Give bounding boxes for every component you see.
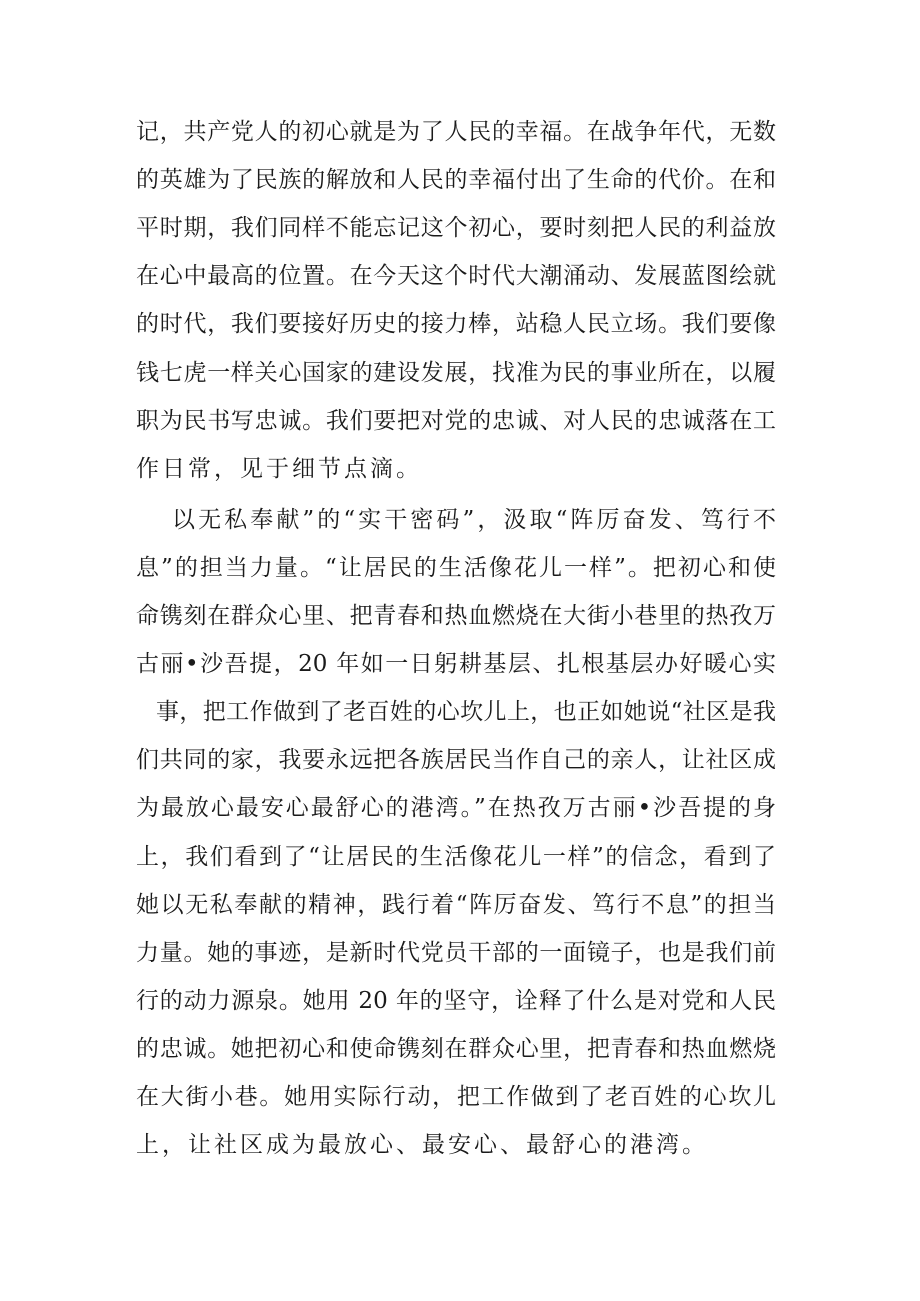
- text-line: 她以无私奉献的精神，践行着“阵厉奋发、笃行不息”的担当: [136, 892, 776, 918]
- text-line: 力量。她的事迹，是新时代党员干部的一面镜子，也是我们前: [136, 940, 776, 966]
- text-line: 为最放心最安心最舒心的港湾。”在热孜万古丽•沙吾提的身: [136, 795, 776, 821]
- text-line: 上，让社区成为最放心、最安心、最舒心的港湾。: [136, 1132, 708, 1158]
- text-line: 息”的担当力量。“让居民的生活像花儿一样”。把初心和使: [136, 555, 776, 581]
- text-line: 的忠诚。她把初心和使命镌刻在群众心里，把青春和热血燃烧: [136, 1036, 776, 1062]
- text-line: 的时代，我们要接好历史的接力棒，站稳人民立场。我们要像: [136, 311, 776, 337]
- paragraph-first-line: 以无私奉献”的“实干密码”，汲取“阵厉奋发、笃行不: [172, 507, 776, 533]
- text-line: 上，我们看到了“让居民的生活像花儿一样”的信念，看到了: [136, 844, 776, 870]
- text-line: 命镌刻在群众心里、把青春和热血燃烧在大街小巷里的热孜万: [136, 603, 776, 629]
- text-line: 作日常，见于细节点滴。: [136, 456, 422, 482]
- text-line: 们共同的家，我要永远把各族居民当作自己的亲人，让社区成: [136, 747, 776, 773]
- text-line: 古丽•沙吾提，20 年如一日躬耕基层、扎根基层办好暖心实: [136, 651, 776, 677]
- text-line: 在大街小巷。她用实际行动，把工作做到了老百姓的心坎儿: [136, 1084, 776, 1110]
- text-line: 职为民书写忠诚。我们要把对党的忠诚、对人民的忠诚落在工: [136, 408, 776, 434]
- text-line: 在心中最高的位置。在今天这个时代大潮涌动、发展蓝图绘就: [136, 263, 776, 289]
- text-line: 钱七虎一样关心国家的建设发展，找准为民的事业所在，以履: [136, 360, 776, 386]
- text-line: 记，共产党人的初心就是为了人民的幸福。在战争年代，无数: [136, 119, 776, 145]
- text-line: 的英雄为了民族的解放和人民的幸福付出了生命的代价。在和: [136, 167, 776, 193]
- text-line: 事，把工作做到了老百姓的心坎儿上，也正如她说“社区是我: [156, 699, 776, 725]
- text-line: 行的动力源泉。她用 20 年的坚守，诠释了什么是对党和人民: [136, 988, 776, 1014]
- text-line: 平时期，我们同样不能忘记这个初心，要时刻把人民的利益放: [136, 215, 776, 241]
